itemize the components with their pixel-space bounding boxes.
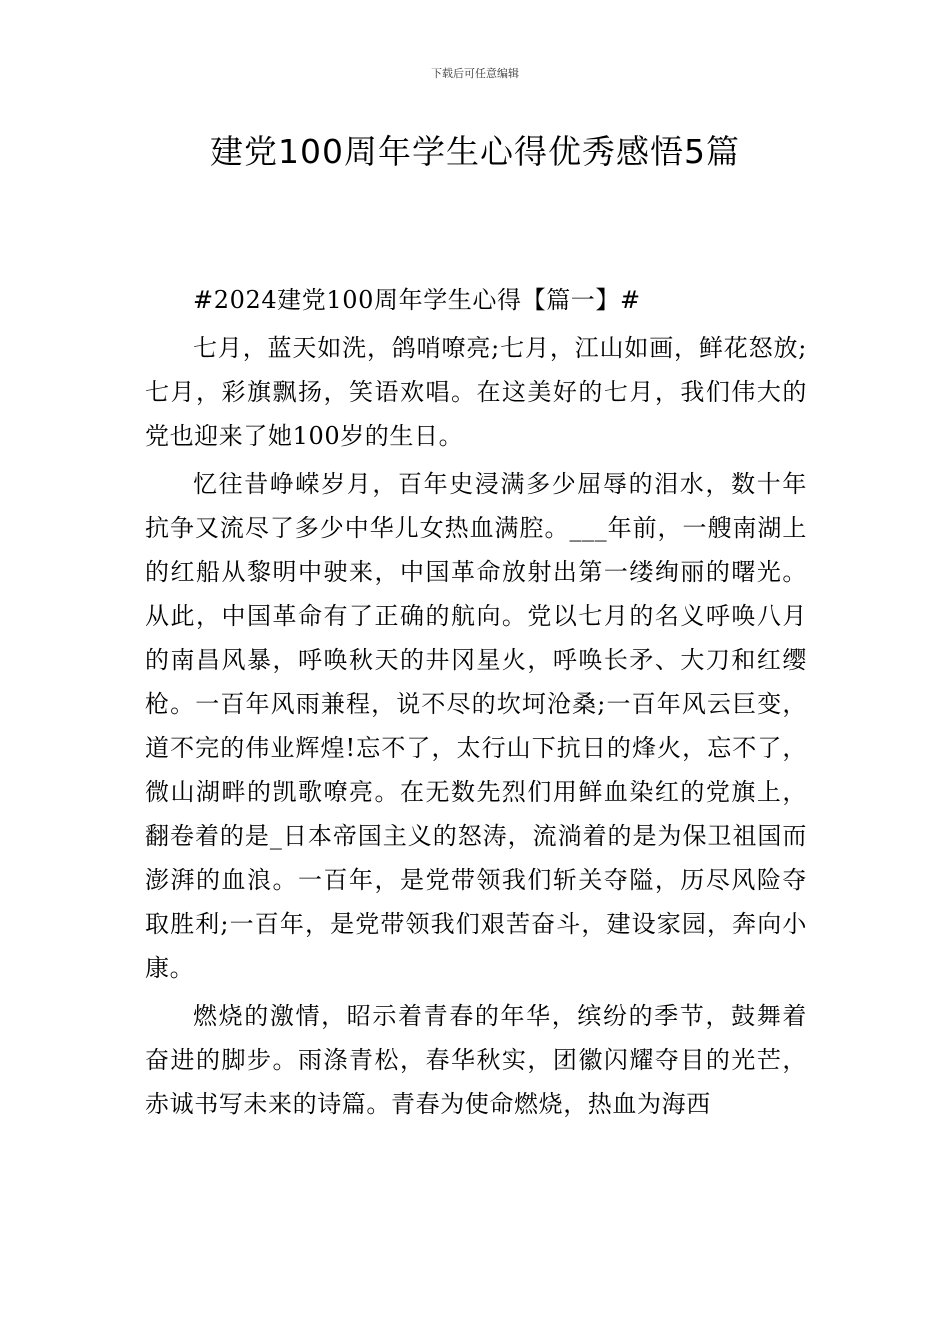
document-title: 建党100周年学生心得优秀感悟5篇 xyxy=(210,132,740,171)
section-heading: #2024建党100周年学生心得【篇一】# xyxy=(193,286,641,314)
paragraph-3: 燃烧的激情，昭示着青春的年华，缤纷的季节，鼓舞着奋进的脚步。雨涤青松，春华秋实，团徽闪耀夺目的光芒，赤诚书写未来的诗篇。青春为使命燃烧，热血为海西 xyxy=(145,1002,807,1118)
paragraph-2: 忆往昔峥嵘岁月，百年史浸满多少屈辱的泪水，数十年抗争又流尽了多少中华儿女热血满腔。___年前，一艘南湖上的红船从黎明中驶来，中国革命放射出第一缕绚丽的曙光。从此，中国革命有了正确的航向。党以七月的名义呼唤八月的南昌风暴，呼唤秋天的井冈星火，呼唤长矛、大刀和红缨枪。一百年风雨兼程，说不尽的坎坷沧桑;一百年风云巨变，道不完的伟业辉煌!忘不了，太行山下抗日的烽火，忘不了，微山湖畔的凯歌嘹亮。在无数先烈们用鲜血染红的党旗上，翻卷着的是_日本帝国主义的怒涛，流淌着的是为保卫祖国而澎湃的血浪。一百年，是党带领我们斩关夺隘，历尽风险夺取胜利;一百年，是党带领我们艰苦奋斗，建设家园，奔向小康。 xyxy=(145,470,807,982)
document-body xyxy=(145,278,807,1130)
paragraph-1: 七月，蓝天如洗，鸽哨嘹亮;七月，江山如画，鲜花怒放;七月，彩旗飘扬，笑语欢唱。在这美好的七月，我们伟大的党也迎来了她100岁的生日。 xyxy=(145,334,807,450)
header-note: 下载后可任意编辑 xyxy=(431,67,519,80)
